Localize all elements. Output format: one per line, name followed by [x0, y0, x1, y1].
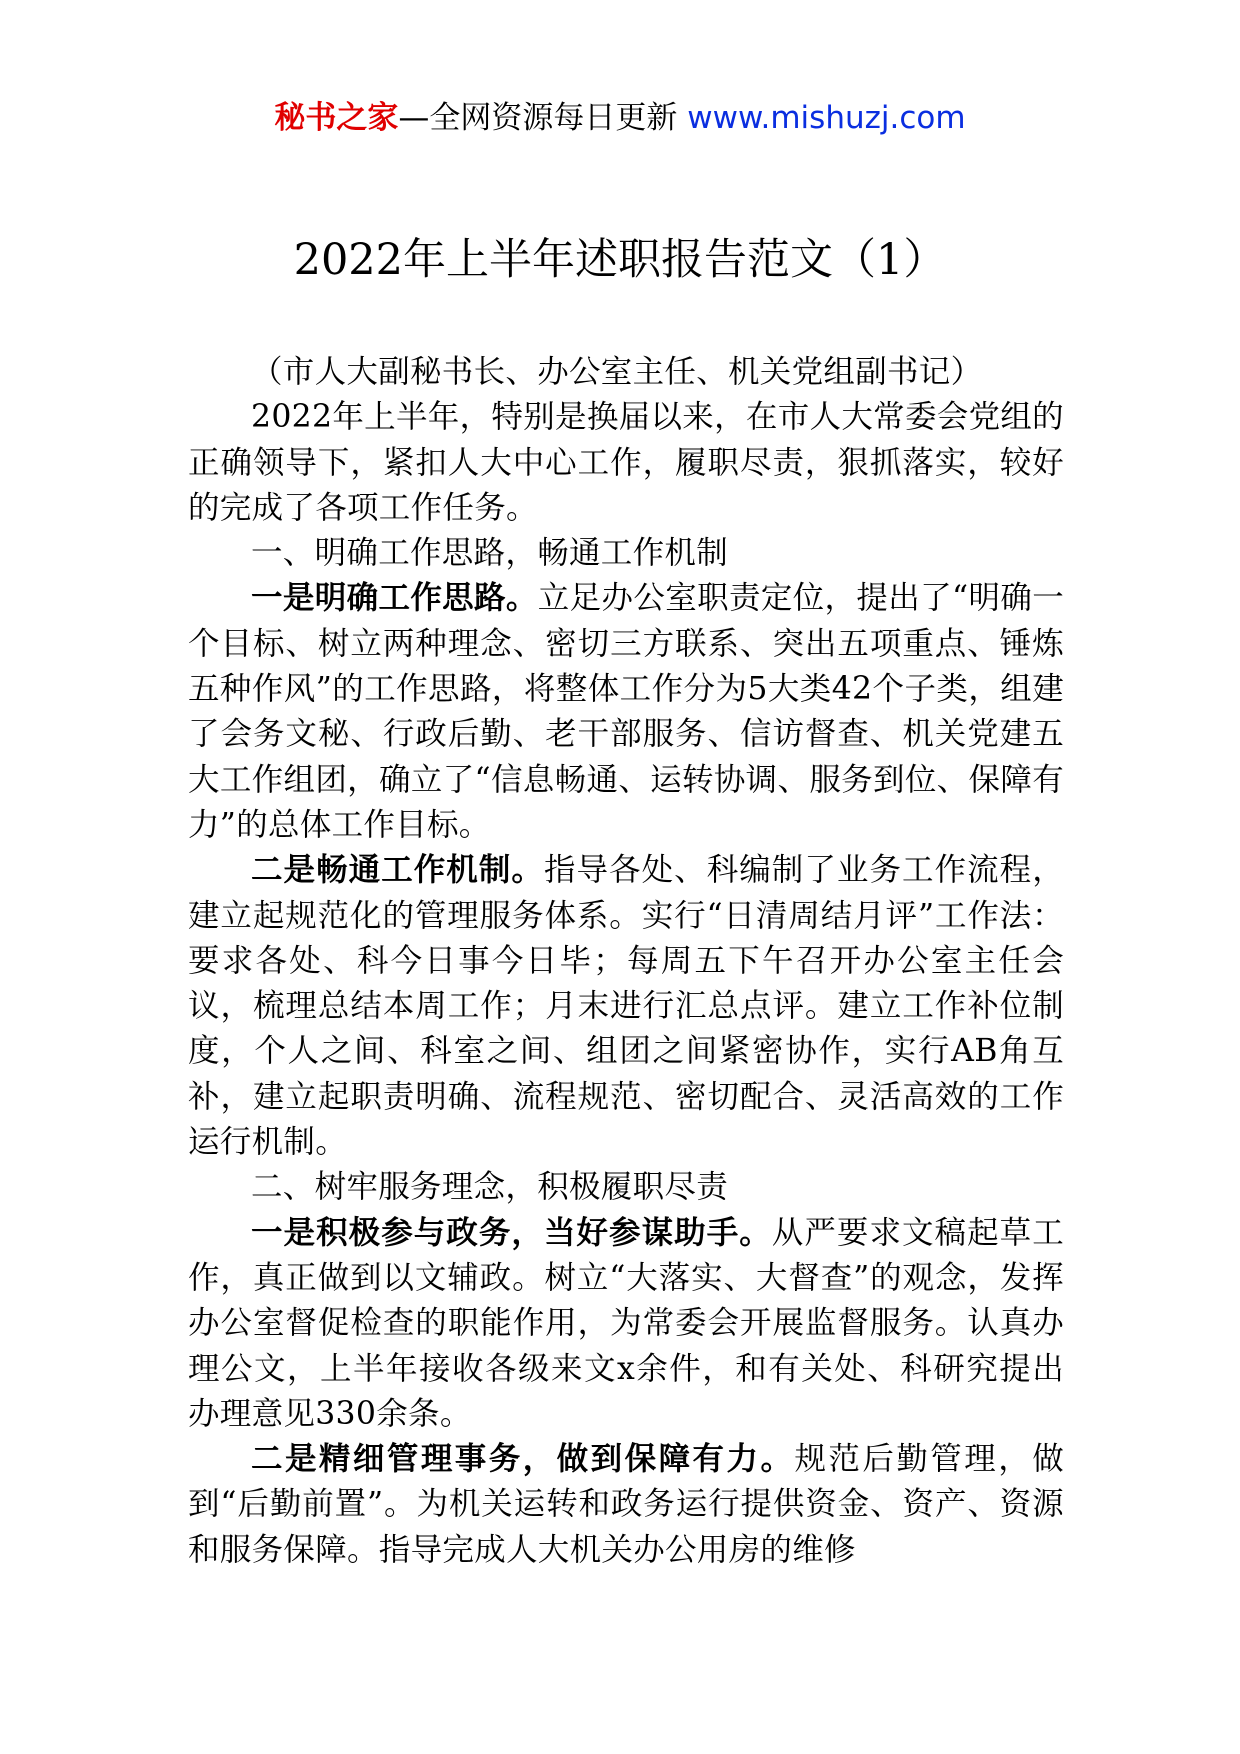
paragraph-1-1: [188, 576, 1064, 848]
paragraph-lead: 一是明确工作思路。: [251, 580, 538, 617]
paragraph-text: 规范后勤管理，做到“后勤前置”。为机关运转和政务运行提供资金、资产、资源和服务保障。指导完成人大机关办公用房的维修: [188, 1441, 1064, 1568]
paragraph-2-1: [188, 1211, 1064, 1437]
paragraph-text: 立足办公室职责定位，提出了“明确一个目标、树立两种理念、密切三方联系、突出五项重点、锤炼五种作风”的工作思路，将整体工作分为5大类42个子类，组建了会务文秘、行政后勤、老干部服务、信访督查、机关党建五大工作组团，确立了“信息畅通、运转协调、服务到位、保障有力”的总体工作目标。: [188, 580, 1064, 843]
paragraph-lead: 二是精细管理事务，做到保障有力。: [251, 1441, 795, 1478]
intro-paragraph: 2022年上半年，特别是换届以来，在市人大常委会党组的正确领导下，紧扣人大中心工作，履职尽责，狠抓落实，较好的完成了各项工作任务。: [188, 399, 1064, 526]
site-tagline: —全网资源每日更新: [398, 100, 678, 136]
author-position: （市人大副秘书长、办公室主任、机关党组副书记）: [251, 354, 983, 390]
paragraph-lead: 一是积极参与政务，当好参谋助手。: [251, 1214, 772, 1251]
paragraph-text: 从严要求文稿起草工作，真正做到以文辅政。树立“大落实、大督查”的观念，发挥办公室督促检查的职能作用，为常委会开展监督服务。认真办理公文，上半年接收各级来文x余件，和有关处、科研究提出办理意见330余条。: [188, 1214, 1064, 1432]
section-heading-2: 二、树牢服务理念，积极履职尽责: [251, 1169, 729, 1206]
paragraph-lead: 二是畅通工作机制。: [251, 852, 544, 889]
section-heading-1: 一、明确工作思路，畅通工作机制: [251, 535, 729, 572]
paragraph-2-2: [188, 1437, 1064, 1573]
paragraph-text: 指导各处、科编制了业务工作流程，建立起规范化的管理服务体系。实行“日清周结月评”工作法：要求各处、科今日事今日毕；每周五下午召开办公室主任会议，梳理总结本周工作；月末进行汇总点评。建立工作补位制度，个人之间、科室之间、组团之间紧密协作，实行AB角互补，建立起职责明确、流程规范、密切配合、灵活高效的工作运行机制。: [188, 852, 1064, 1161]
site-url-link[interactable]: www.mishuzj.com: [687, 100, 966, 136]
document-body: [188, 350, 1064, 1573]
document-title: 2022年上半年述职报告范文（1）: [293, 235, 947, 285]
site-header: [0, 98, 1240, 138]
paragraph-1-2: [188, 848, 1064, 1165]
site-brand: 秘书之家: [274, 100, 399, 136]
